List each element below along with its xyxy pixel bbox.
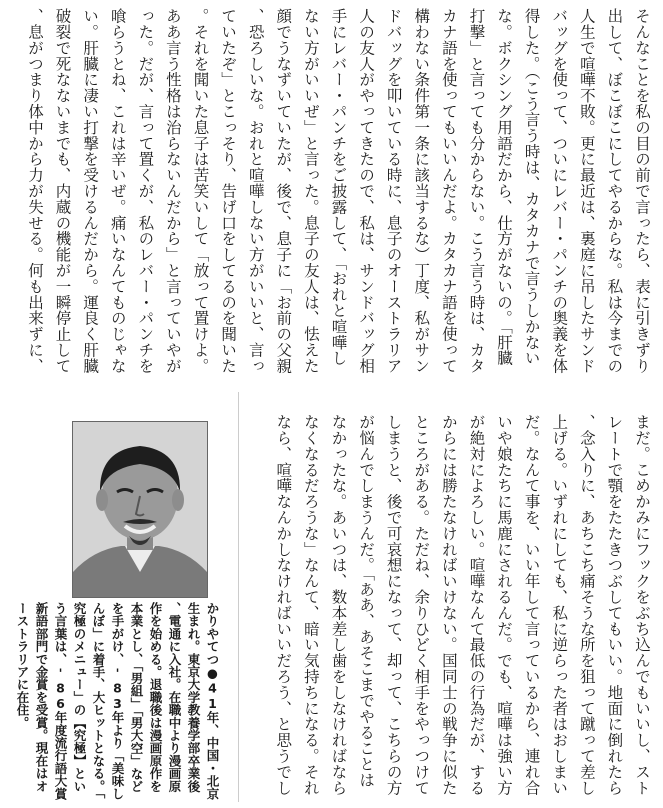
column-divider [238, 392, 239, 802]
author-bio-text: ●41年、中国・北京生まれ。東京大学教養学部卒業後、電通に入社。在職中より漫画原作を始める。退職後は漫画原作を本業とし、「男組」「男大空」などを手がけ、'83年より「美味しんぼ」に着手、大ヒットとなる。「究極のメニュー」の【究極】という言葉は、'86年度流行語大賞新語部門で金賞を受賞。現在はオーストラリアに在住。 [15, 602, 220, 800]
author-bio [8, 602, 222, 800]
article-body-upper: そんなことを私の目の前で言ったら、表に引きずり出して、ぼこぼこにしてやるからな。私は今までの人生で喧嘩不敗。更に最近は、裏庭に吊したサンドバッグを使って、ついにレバー・パンチの奥義を体得した。（こう言う時は、カタカナで言うしかないな。ボクシング用語だから、仕方がないの。「肝臓打撃」と言っても分からない。こう言う時は、カタカナ語を使ってもいいんだよ。カタカナ語を使って構わない条件第一条に該当するな）丁度、私がサンドバッグを叩いている時に、息子のオーストラリア人の友人がやってきたので、私は、サンドバッグ相手にレバー・パンチをご披露して、「おれと喧嘩しない方がいいぜ」と言った。息子の友人は、怯えた顔でうなずいていたが、後で、息子に「お前の父親、恐ろしいな。おれと喧嘩しない方がいいと、言っていたぞ」とこっそり、告げ口をしてるのを聞いた。それを聞いた息子は苦笑いして「放って置けよ。ああ言う性格は治らないんだから」と言っていやがった。だが、言って置くが、私のレバー・パンチを喰らうとね、これは辛いぜ。痛いなんてものじゃない。肝臓に凄い打撃を受けるんだから。運良く肝臓破裂で死なないまでも、内蔵の機能が一瞬停止して、息がつまり体中から力が失せる。何も出来ずに、 [25, 8, 651, 374]
author-portrait-icon [72, 421, 208, 598]
author-name: かりやてつ [205, 602, 220, 666]
article-body-lower: まだ。こめかみにフックをぶち込んでもいいし、ストレートで顎をたたきつぶしてもいい。地面に倒れたら、念入りに、あちこち痛そうな所を狙って蹴って差し上げる。いずれにしても、私に逆らった者はおしまいだ。なんて事を、いい年して言っているから、連れ合いや娘たちに馬鹿にされるんだ。でも、喧嘩は強い方が絶対によろしい。喧嘩なんて最低の行為だが、するからには勝たなければいけない。国同士の戦争に似たところがある。ただね、余りひどく相手をやっつけてしまうと、後で可哀想になって、却って、こちらの方が悩んでしまうんだ。「ああ、あそこまでやることはなかったな。あいつは、数本差し歯をしなければならなくなるだろうな」なんて、暗い気持ちになる。それなら、喧嘩なんかしなければいいだろう、と思うでし [274, 414, 651, 796]
